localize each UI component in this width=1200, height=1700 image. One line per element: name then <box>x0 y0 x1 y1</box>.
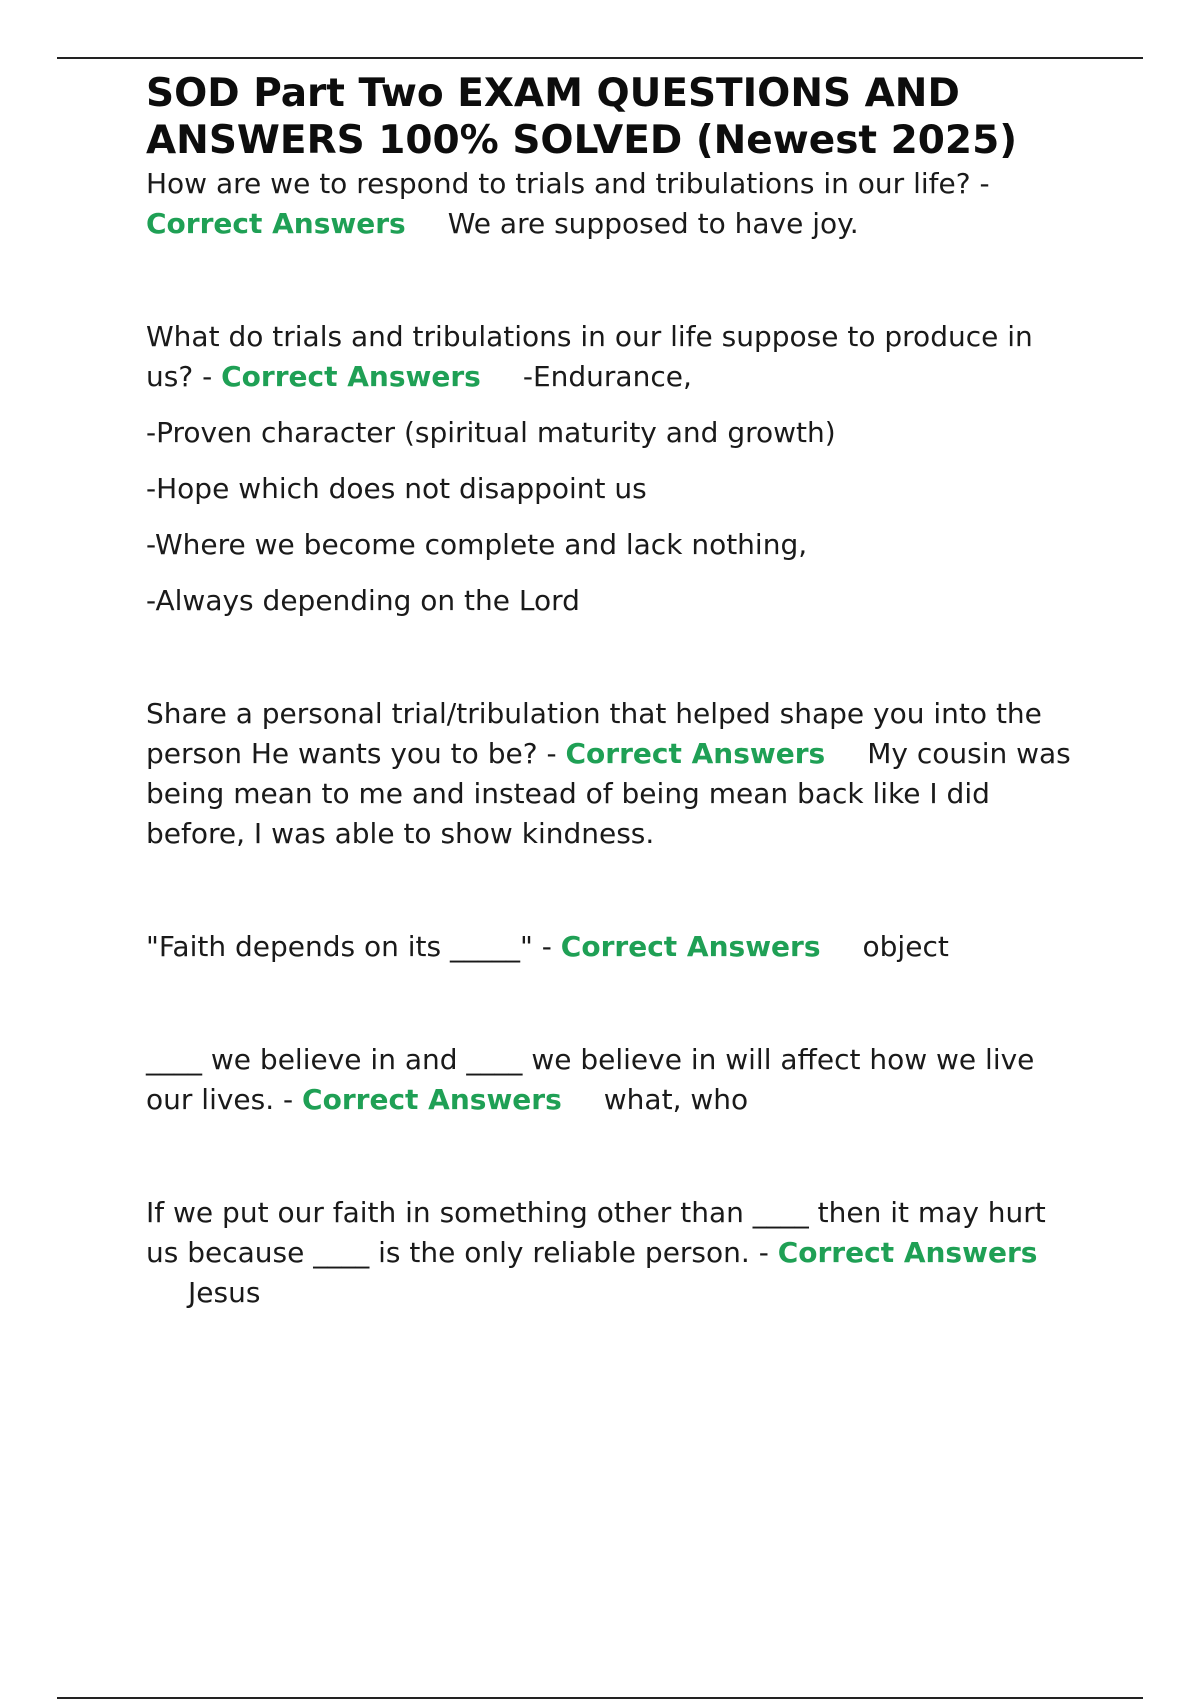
answer-text: -Endurance, <box>522 360 692 393</box>
question-text: What do trials and tribulations in our life suppose to produce in us? - <box>146 320 1033 393</box>
bottom-divider <box>57 1697 1143 1699</box>
document-title: SOD Part Two EXAM QUESTIONS AND ANSWERS 100% SOLVED (Newest 2025) <box>146 71 1018 163</box>
answer-line: -Always depending on the Lord <box>146 584 580 617</box>
question-text: Share a personal trial/tribulation that helped shape you into the person He wants you to be? - <box>146 697 1042 770</box>
qa-item <box>146 1040 1076 1120</box>
qa-item <box>146 1193 1076 1313</box>
question-text: If we put our faith in something other than ____ then it may hurt us because ____ is the only reliable person. - <box>146 1196 1046 1269</box>
answer-text: what, who <box>603 1083 749 1116</box>
answer-label: Correct Answers <box>302 1083 562 1116</box>
question-text: How are we to respond to trials and tribulations in our life? - <box>146 167 990 200</box>
answer-line: -Proven character (spiritual maturity and growth) <box>146 416 836 449</box>
answer-line: -Where we become complete and lack nothing, <box>146 528 808 561</box>
answer-label: Correct Answers <box>777 1236 1038 1269</box>
answer-line: -Hope which does not disappoint us <box>146 472 647 505</box>
answer-label: Correct Answers <box>560 930 821 963</box>
document-body <box>146 70 1076 1313</box>
answer-label: Correct Answers <box>221 360 481 393</box>
question-text: "Faith depends on its _____" - <box>146 930 552 963</box>
answer-label: Correct Answers <box>146 207 406 240</box>
answer-text: We are supposed to have joy. <box>447 207 859 240</box>
answer-text: object <box>862 930 949 963</box>
answer-text: My cousin was being mean to me and instead of being mean back like I did before, I was able to show kindness. <box>146 737 1071 850</box>
qa-item <box>146 317 1076 397</box>
question-text: ____ we believe in and ____ we believe in will affect how we live our lives. - <box>146 1043 1035 1116</box>
answer-label: Correct Answers <box>565 737 826 770</box>
top-divider <box>57 57 1143 59</box>
answer-text: Jesus <box>188 1276 261 1309</box>
qa-item <box>146 164 1076 244</box>
qa-item <box>146 927 1076 967</box>
qa-item <box>146 694 1076 854</box>
